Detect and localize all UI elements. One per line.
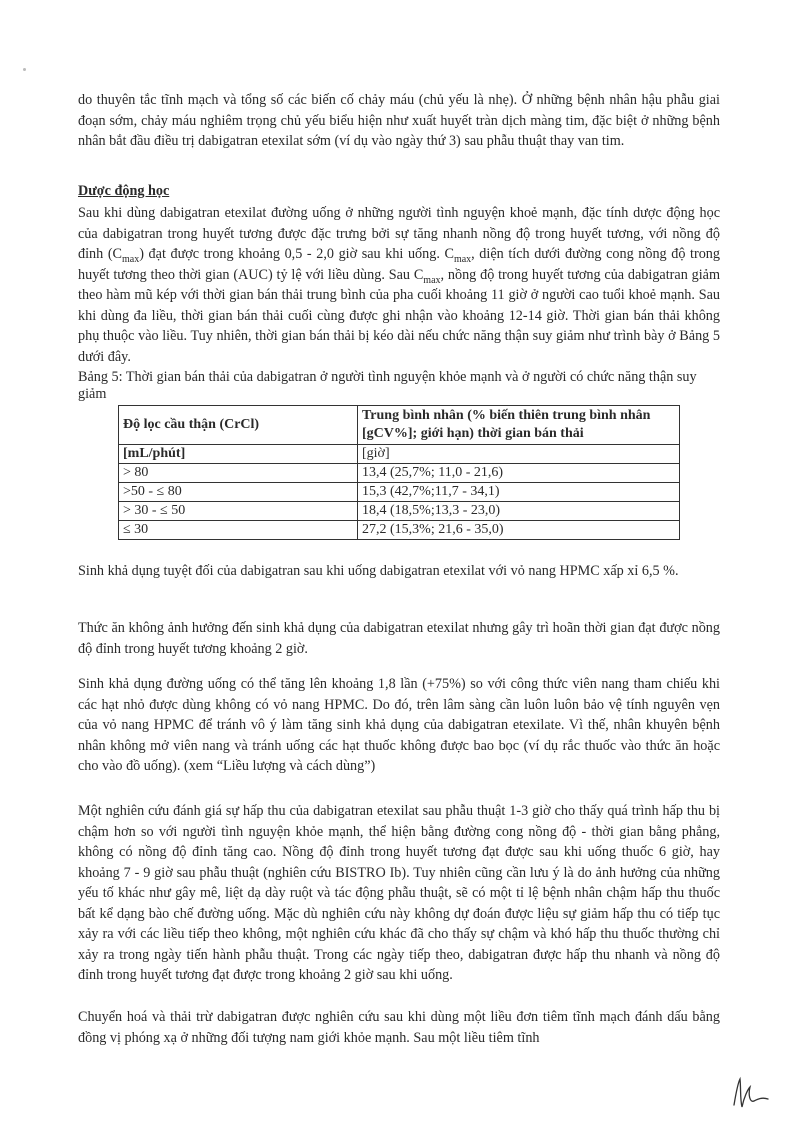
paragraph-metabolism: Chuyển hoá và thải trừ dabigatran được nghiên cứu sau khi dùng một liều đơn tiêm tĩnh mạch đánh dấu bằng đồng vị phóng xạ ở những đối tượng nam giới khỏe mạnh. Sau một liều tiêm tĩnh xyxy=(78,1009,720,1046)
scan-speck xyxy=(23,68,26,71)
cell-value: 27,2 (15,3%; 21,6 - 35,0) xyxy=(358,521,680,540)
paragraph-food-effect: Thức ăn không ảnh hưởng đến sinh khả dụng của dabigatran etexilat nhưng gây trì hoãn thời gian đạt được nồng độ đỉnh trong huyết tương khoảng 2 giờ. xyxy=(78,620,720,657)
cmax-subscript: max xyxy=(423,274,441,286)
unit-crcl: [mL/phút] xyxy=(119,445,358,464)
section-heading-pharmacokinetics: Dược động học xyxy=(78,183,170,199)
cell-crcl: >50 - ≤ 80 xyxy=(119,483,358,502)
table-unit-row xyxy=(119,445,680,464)
p2-text-c: , diện tích dưới đường cong nồng độ trong huyết tương theo thời gian (AUC) tỷ lệ với liều dùng. Sau C xyxy=(78,246,720,283)
p2-text-a: Sau khi dùng dabigatran etexilat đường uống ở những người tình nguyện khoẻ mạnh, đặc tính dược động học của dabigatran trong huyết tương được đặc trưng bởi sự tăng nhanh nồng độ trong huyết tương, với nồng độ đỉnh (C xyxy=(78,205,720,262)
paragraph-postoperative-absorption: Một nghiên cứu đánh giá sự hấp thu của dabigatran etexilat sau phẫu thuật 1-3 giờ cho thấy quá trình hấp thu bị chậm hơn so với người tình nguyện khỏe mạnh, thể hiện bằng đường cong nồng độ - thời gian bằng phẳng, không có nồng độ đỉnh tăng cao. Nồng độ đỉnh trong huyết tương đạt được sau khi uống thuốc 6 giờ, hay khoảng 7 - 9 giờ sau phẫu thuật (nghiên cứu BISTRO Ib). Tuy nhiên cũng cần lưu ý là do ảnh hưởng của những yếu tố khác như gây mê, liệt dạ dày ruột và tác động phẫu thuật, sẽ có một tỉ lệ bệnh nhân chậm hấp thu thuốc bất kể dạng bào chế đường uống. Mặc dù nghiên cứu này không dự đoán được liệu sự giảm hấp thu có tiếp tục xảy ra với các liều tiếp theo không, một nghiên cứu khác đã cho thấy sự chậm và khó hấp thu thuốc thường chỉ xảy ra trong ngày tiến hành phẫu thuật. Trong các ngày tiếp theo, dabigatran được hấp thu nhanh và nồng độ đỉnh trong huyết tương đạt được trong khoảng 2 giờ sau khi uống. xyxy=(78,803,720,983)
cell-crcl: > 80 xyxy=(119,464,358,483)
paragraph-capsule-integrity: Sinh khả dụng đường uống có thể tăng lên khoảng 1,8 lần (+75%) so với công thức viên nang tham chiếu khi các hạt nhỏ được dùng không có vỏ nang HPMC. Do đó, trên lâm sàng cần luôn luôn bảo vệ tính nguyên vẹn của vỏ nang HPMC để tránh vô ý làm tăng sinh khả dụng của dabigatran etexilate. Vì thế, nhân khuyên bệnh nhân không mở viên nang và tránh uống các hạt thuốc không được bao bọc (ví dụ rắc thuốc vào thức ăn hoặc cho vào đồ uống). (xem “Liều lượng và cách dùng”) xyxy=(78,676,720,774)
p2-text-d: , nồng độ trong huyết tương của dabigatran giảm theo hàm mũ kép với thời gian bán thải trung bình của pha cuối khoảng 11 giờ ở người cao tuổi khoẻ mạnh. Sau khi dùng đa liều, thời gian bán thải cuối cùng được ghi nhận vào khoảng 12-14 giờ. Thời gian bán thải không phụ thuộc vào liều. Tuy nhiên, thời gian bán thải bị kéo dài nếu chức năng thận suy giảm như trình bày ở Bảng 5 dưới đây. xyxy=(78,266,720,365)
half-life-table xyxy=(118,405,680,540)
header-half-life: Trung bình nhân (% biến thiên trung bình nhân [gCV%]; giới hạn) thời gian bán thải xyxy=(358,406,680,445)
paragraph-pharmacokinetics xyxy=(78,203,720,367)
cmax-subscript: max xyxy=(122,253,140,265)
cell-value: 18,4 (18,5%;13,3 - 23,0) xyxy=(358,502,680,521)
table-caption: Bảng 5: Thời gian bán thải của dabigatran ở người tình nguyện khỏe mạnh và ở người có chức năng thận suy giảm xyxy=(78,369,697,402)
unit-half-life: [giờ] xyxy=(358,445,680,464)
table-row xyxy=(119,502,680,521)
cell-value: 15,3 (42,7%;11,7 - 34,1) xyxy=(358,483,680,502)
table-header-row xyxy=(119,406,680,445)
paragraph-bioavailability: Sinh khả dụng tuyệt đối của dabigatran sau khi uống dabigatran etexilat với vỏ nang HPMC xấp xỉ 6,5 %. xyxy=(78,563,679,579)
table-row xyxy=(119,521,680,540)
paragraph-bleeding-events: do thuyên tắc tĩnh mạch và tổng số các biến cố chảy máu (chủ yếu là nhẹ). Ở những bệnh nhân hậu phẫu giai đoạn sớm, chảy máu nghiêm trọng chủ yếu biểu hiện như xuất huyết tràn dịch màng tim, đặc biệt ở những bệnh nhân bắt đầu điều trị dabigatran etexilat sớm (ví dụ vào ngày thứ 3) sau phẫu thuật thay van tim. xyxy=(78,92,720,149)
header-crcl: Độ lọc cầu thận (CrCl) xyxy=(119,406,358,445)
table-row xyxy=(119,464,680,483)
cell-value: 13,4 (25,7%; 11,0 - 21,6) xyxy=(358,464,680,483)
table-row xyxy=(119,483,680,502)
cmax-subscript: max xyxy=(453,253,472,265)
cell-crcl: > 30 - ≤ 50 xyxy=(119,502,358,521)
cell-crcl: ≤ 30 xyxy=(119,521,358,540)
p2-text-b: ) đạt được trong khoảng 0,5 - 2,0 giờ sau khi uống. C xyxy=(139,246,454,262)
initials-signature xyxy=(728,1075,772,1113)
